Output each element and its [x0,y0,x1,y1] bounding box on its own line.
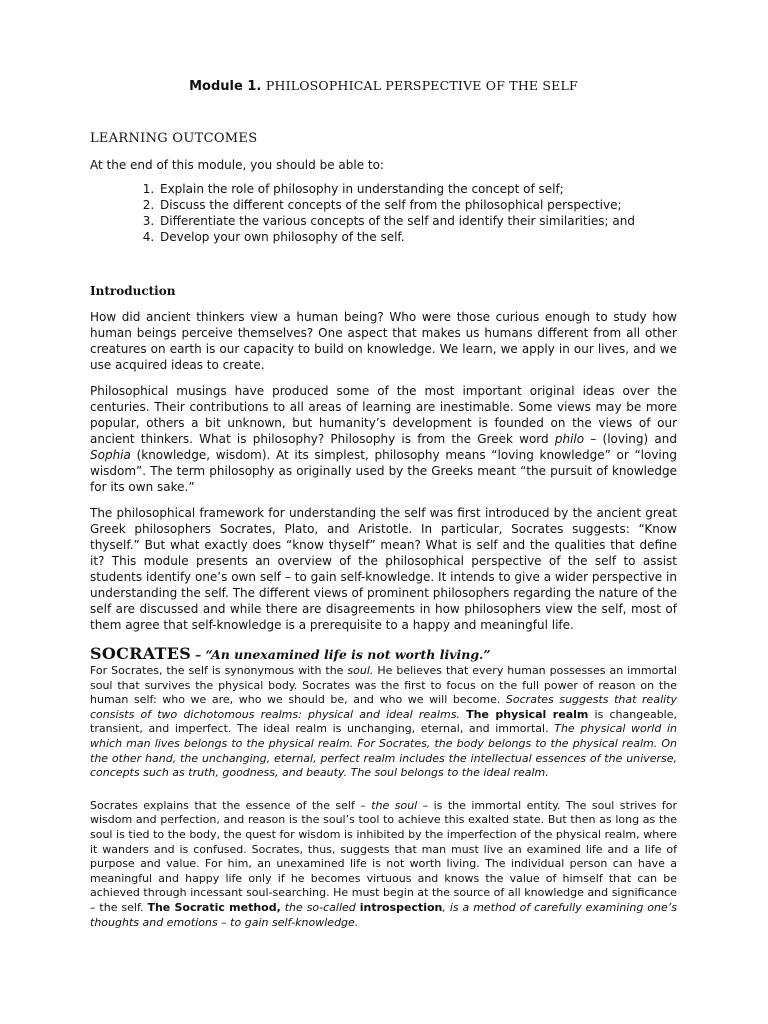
socrates-name: SOCRATES [90,644,192,663]
document-page [90,78,677,930]
introduction-paragraph-3: The philosophical framework for understanding the self was first introduced by the ancient great Greek philosophers Socrates, Plato, and Aristotle. In particular, Socrates suggests: “Know thyself.” But what exactly does “know thyself” mean? What is self and the qualities that define it? This module presents an overview of the philosophical perspective of the self to assist students identify one’s own self – to gain self-knowledge. It intends to give a wider perspective in understanding the self. The different views of prominent philosophers regarding the nature of the self are discussed and while there are disagreements in how philosophers view the self, most of them agree that self-knowledge is a prerequisite to a happy and meaningful life. [90,506,677,632]
learning-outcomes-heading: LEARNING OUTCOMES [90,131,258,146]
module-number: Module 1 [189,79,257,94]
introduction-heading: Introduction [90,284,176,298]
list-item: 3. Differentiate the various concepts of the self and identify their similarities; and [158,213,677,229]
socrates-paragraph-1: For Socrates, the self is synonymous with the soul. He believes that every human possesses an immortal soul that survives the physical body. Socrates was the first to focus on the full power of reason on the human self: who we are, who we should be, and who we will become. Socrates suggests that reality consists of two dichotomous realms: physical and ideal realms. The physical realm is changeable, transient, and imperfect. The ideal realm is unchanging, eternal, and immortal. The physical world in which man lives belongs to the physical realm. For Socrates, the body belongs to the physical realm. On the other hand, the unchanging, eternal, perfect realm includes the intellectual essences of the universe, concepts such as truth, goodness, and beauty. The soul belongs to the ideal realm. [90,664,678,780]
socrates-heading [90,645,677,664]
list-item: 4. Develop your own philosophy of the self. [158,229,677,245]
socrates-paragraph-2: Socrates explains that the essence of the self – the soul – is the immortal entity. The soul strives for wisdom and perfection, and reason is the soul’s tool to achieve this exalted state. But then as long as the soul is tied to the body, the quest for wisdom is inhibited by the imperfection of the physical realm, where it wanders and is confused. Socrates, thus, suggests that man must live an examined life and a life of purpose and value. For him, an unexamined life is not worth living. The individual person can have a meaningful and happy life only if he becomes virtuous and knows the value of himself that can be achieved through incessant soul-searching. He must begin at the source of all knowledge and significance – the self. The Socratic method, the so-called introspection, is a method of carefully examining one’s thoughts and emotions – to gain self-knowledge. [90,798,677,929]
learning-outcomes-lead: At the end of this module, you should be able to: [90,158,384,172]
module-title: Module 1. PHILOSOPHICAL PERSPECTIVE OF THE SELF [189,78,578,94]
introduction-paragraph-1: How did ancient thinkers view a human being? Who were those curious enough to study how human beings perceive themselves? One aspect that makes us humans different from all other creatures on earth is our capacity to build on knowledge. We learn, we apply in our lives, and we use acquired ideas to create. [90,310,677,372]
learning-outcomes-list [90,181,677,245]
term-philo: philo [554,432,585,446]
term-sophia: Sophia [90,448,131,462]
list-item: 2. Discuss the different concepts of the self from the philosophical perspective; [158,197,677,213]
list-item: 1. Explain the role of philosophy in understanding the concept of self; [158,181,677,197]
module-title-text: PHILOSOPHICAL PERSPECTIVE OF THE SELF [265,78,578,93]
socrates-quote: – “An unexamined life is not worth living.” [194,647,491,662]
introduction-paragraph-2: Philosophical musings have produced some of the most important original ideas over the centuries. Their contributions to all areas of learning are inestimable. Some views may be more popular, others a bit unknown, but humanity’s development is founded on the views of our ancient thinkers. What is philosophy? Philosophy is from the Greek word philo – (loving) and Sophia (knowledge, wisdom). At its simplest, philosophy means “loving knowledge” or “loving wisdom”. The term philosophy as originally used by the Greeks meant “the pursuit of knowledge for its own sake.” [90,384,677,494]
